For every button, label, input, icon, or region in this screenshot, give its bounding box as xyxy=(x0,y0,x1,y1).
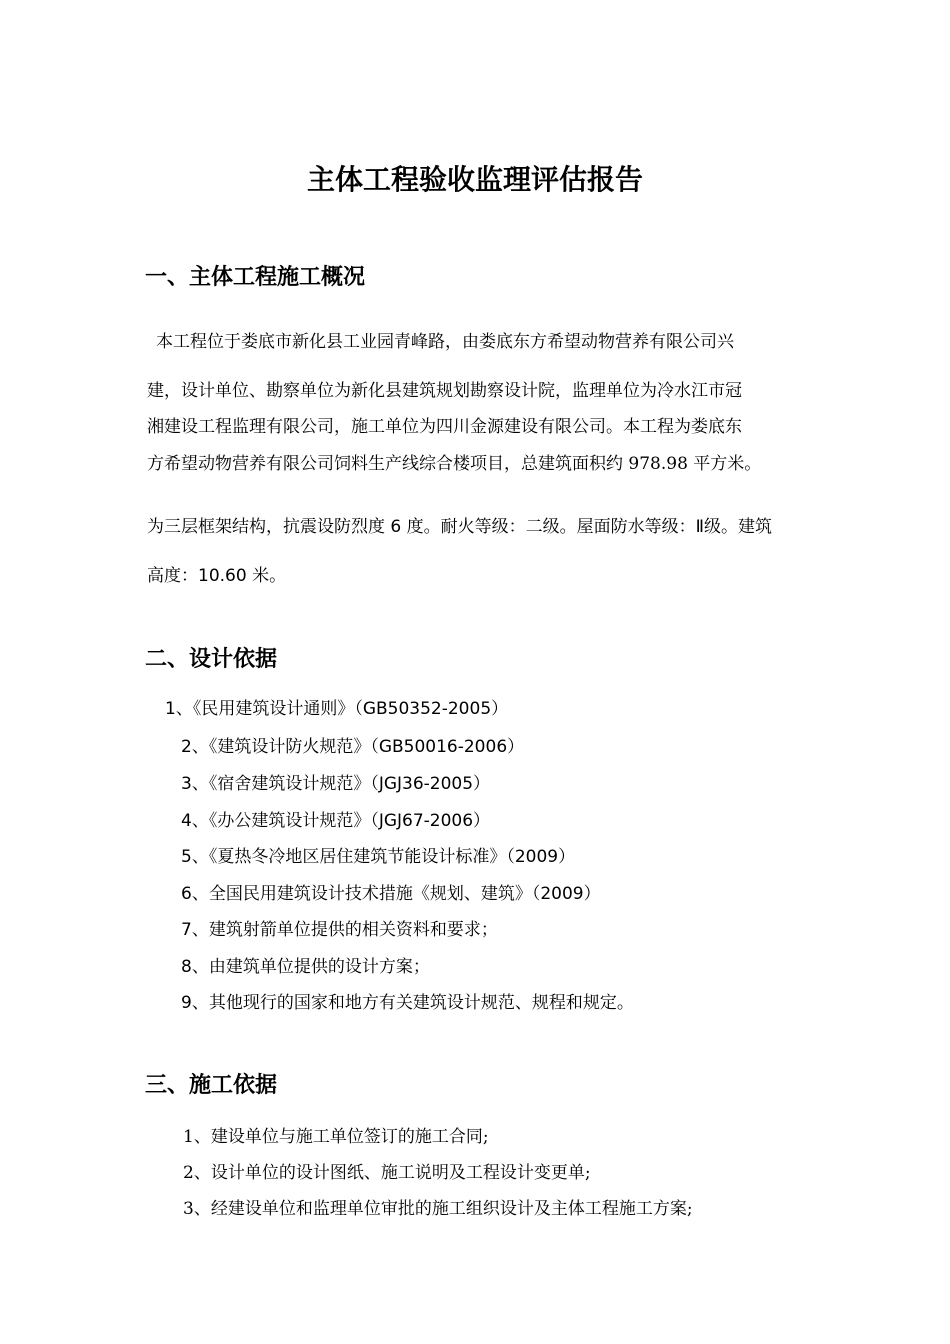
construction-basis-item: 3、经建设单位和监理单位审批的施工组织设计及主体工程施工方案; xyxy=(183,1199,693,1219)
design-basis-item: 7、建筑射箭单位提供的相关资料和要求； xyxy=(181,920,498,940)
section-1-line-6: 高度：10.60 米。 xyxy=(147,566,287,586)
section-1-line-5: 为三层框架结构，抗震设防烈度 6 度。耐火等级：二级。屋面防水等级：Ⅱ级。建筑 xyxy=(147,517,772,537)
design-basis-item: 3、《宿舍建筑设计规范》（JGJ36-2005） xyxy=(181,774,491,794)
section-1-heading: 一、主体工程施工概况 xyxy=(145,265,366,290)
design-basis-item: 2、《建筑设计防火规范》（GB50016-2006） xyxy=(181,737,525,757)
design-basis-item: 1、《民用建筑设计通则》（GB50352-2005） xyxy=(165,699,509,719)
section-2-heading: 二、设计依据 xyxy=(145,647,278,672)
design-basis-item: 4、《办公建筑设计规范》（JGJ67-2006） xyxy=(181,811,491,831)
construction-basis-item: 2、设计单位的设计图纸、施工说明及工程设计变更单; xyxy=(183,1163,591,1183)
design-basis-item: 8、由建筑单位提供的设计方案； xyxy=(181,957,430,977)
construction-basis-item: 1、建设单位与施工单位签订的施工合同; xyxy=(183,1127,489,1147)
design-basis-item: 6、全国民用建筑设计技术措施《规划、建筑》（2009） xyxy=(181,884,601,904)
section-3-heading: 三、施工依据 xyxy=(145,1073,278,1098)
design-basis-item: 9、其他现行的国家和地方有关建筑设计规范、规程和规定。 xyxy=(181,993,634,1013)
design-basis-item: 5、《夏热冬冷地区居住建筑节能设计标准》（2009） xyxy=(181,847,576,867)
section-1-line-2: 建，设计单位、勘察单位为新化县建筑规划勘察设计院，监理单位为冷水江市冠 xyxy=(147,381,742,401)
section-1-line-3: 湘建设工程监理有限公司，施工单位为四川金源建设有限公司。本工程为娄底东 xyxy=(147,417,742,437)
document-title: 主体工程验收监理评估报告 xyxy=(306,163,643,196)
section-1-line-4: 方希望动物营养有限公司饲料生产线综合楼项目，总建筑面积约 978.98 平方米。 xyxy=(147,454,762,474)
section-1-line-1: 本工程位于娄底市新化县工业园青峰路，由娄底东方希望动物营养有限公司兴 xyxy=(156,332,734,352)
